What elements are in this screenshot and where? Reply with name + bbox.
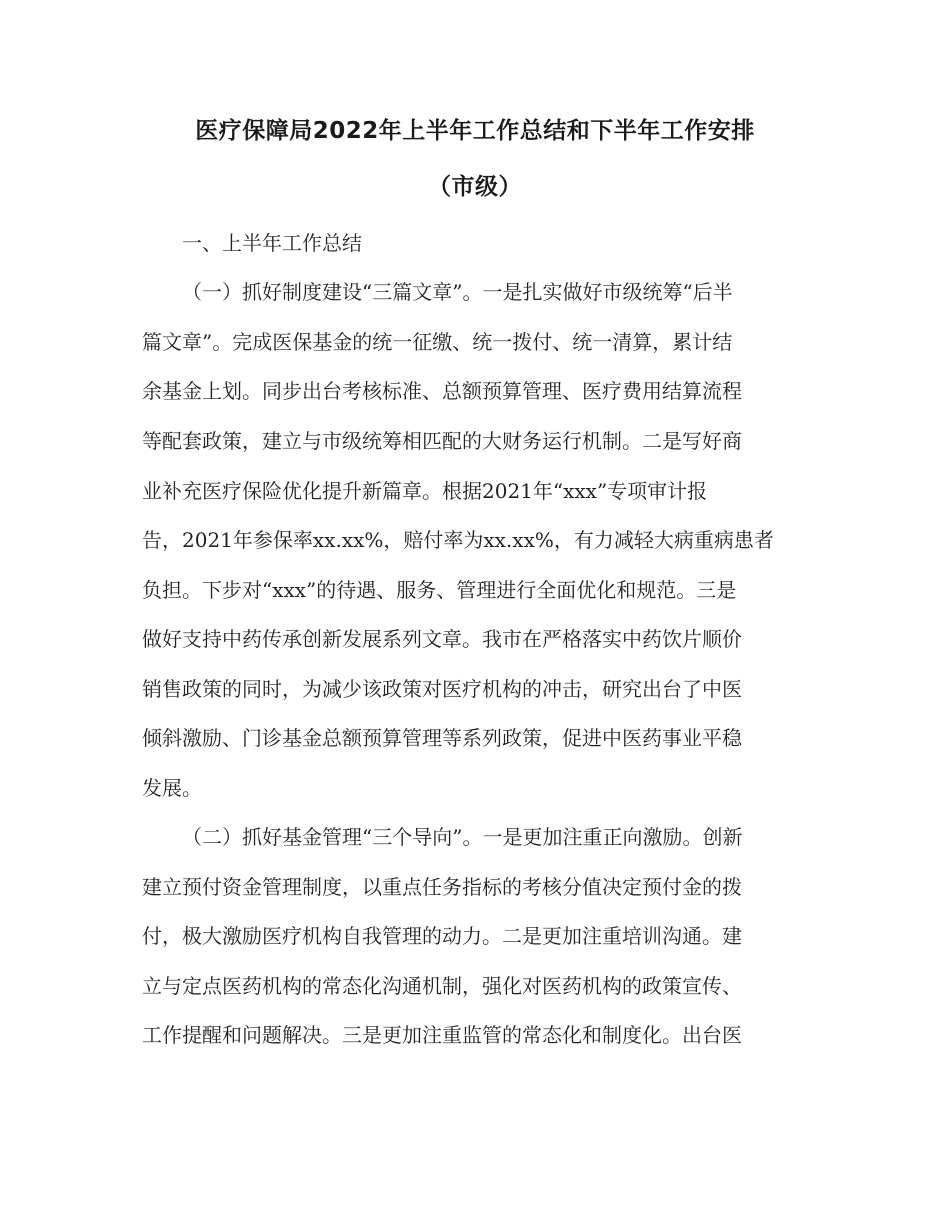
- paragraph-line: 业补充医疗保险优化提升新篇章。根据2021年“xxx”专项审计报: [142, 479, 708, 503]
- document-subtitle: （市级）: [428, 174, 522, 200]
- document-title: 医疗保障局2022年上半年工作总结和下半年工作安排: [195, 118, 755, 144]
- paragraph-line: 等配套政策，建立与市级统筹相匹配的大财务运行机制。二是写好商: [142, 429, 742, 453]
- paragraph-line: 负担。下步对“xxx”的待遇、服务、管理进行全面优化和规范。三是: [142, 578, 737, 602]
- section-heading: 一、上半年工作总结: [182, 231, 362, 255]
- paragraph-line: 建立预付资金管理制度，以重点任务指标的考核分值决定预付金的拨: [142, 875, 742, 899]
- paragraph-line: （二）抓好基金管理“三个导向”。一是更加注重正向激励。创新: [182, 825, 743, 849]
- paragraph-line: 篇文章”。完成医保基金的统一征缴、统一拨付、统一清算，累计结: [142, 330, 733, 354]
- paragraph-line: 倾斜激励、门诊基金总额预算管理等系列政策，促进中医药事业平稳: [142, 726, 742, 750]
- paragraph-line: 告，2021年参保率xx.xx%，赔付率为xx.xx%，有力减轻大病重病患者: [142, 528, 774, 552]
- paragraph-line: （一）抓好制度建设“三篇文章”。一是扎实做好市级统筹“后半: [182, 280, 733, 304]
- paragraph-line: 余基金上划。同步出台考核标准、总额预算管理、医疗费用结算流程: [142, 379, 742, 403]
- paragraph-line: 立与定点医药机构的常态化沟通机制，强化对医药机构的政策宣传、: [142, 974, 742, 998]
- paragraph-line: 工作提醒和问题解决。三是更加注重监管的常态化和制度化。出台医: [142, 1023, 742, 1047]
- paragraph-line: 做好支持中药传承创新发展系列文章。我市在严格落实中药饮片顺价: [142, 627, 742, 651]
- paragraph-line: 发展。: [142, 776, 202, 800]
- paragraph-line: 付，极大激励医疗机构自我管理的动力。二是更加注重培训沟通。建: [142, 924, 742, 948]
- paragraph-line: 销售政策的同时，为减少该政策对医疗机构的冲击，研究出台了中医: [142, 677, 742, 701]
